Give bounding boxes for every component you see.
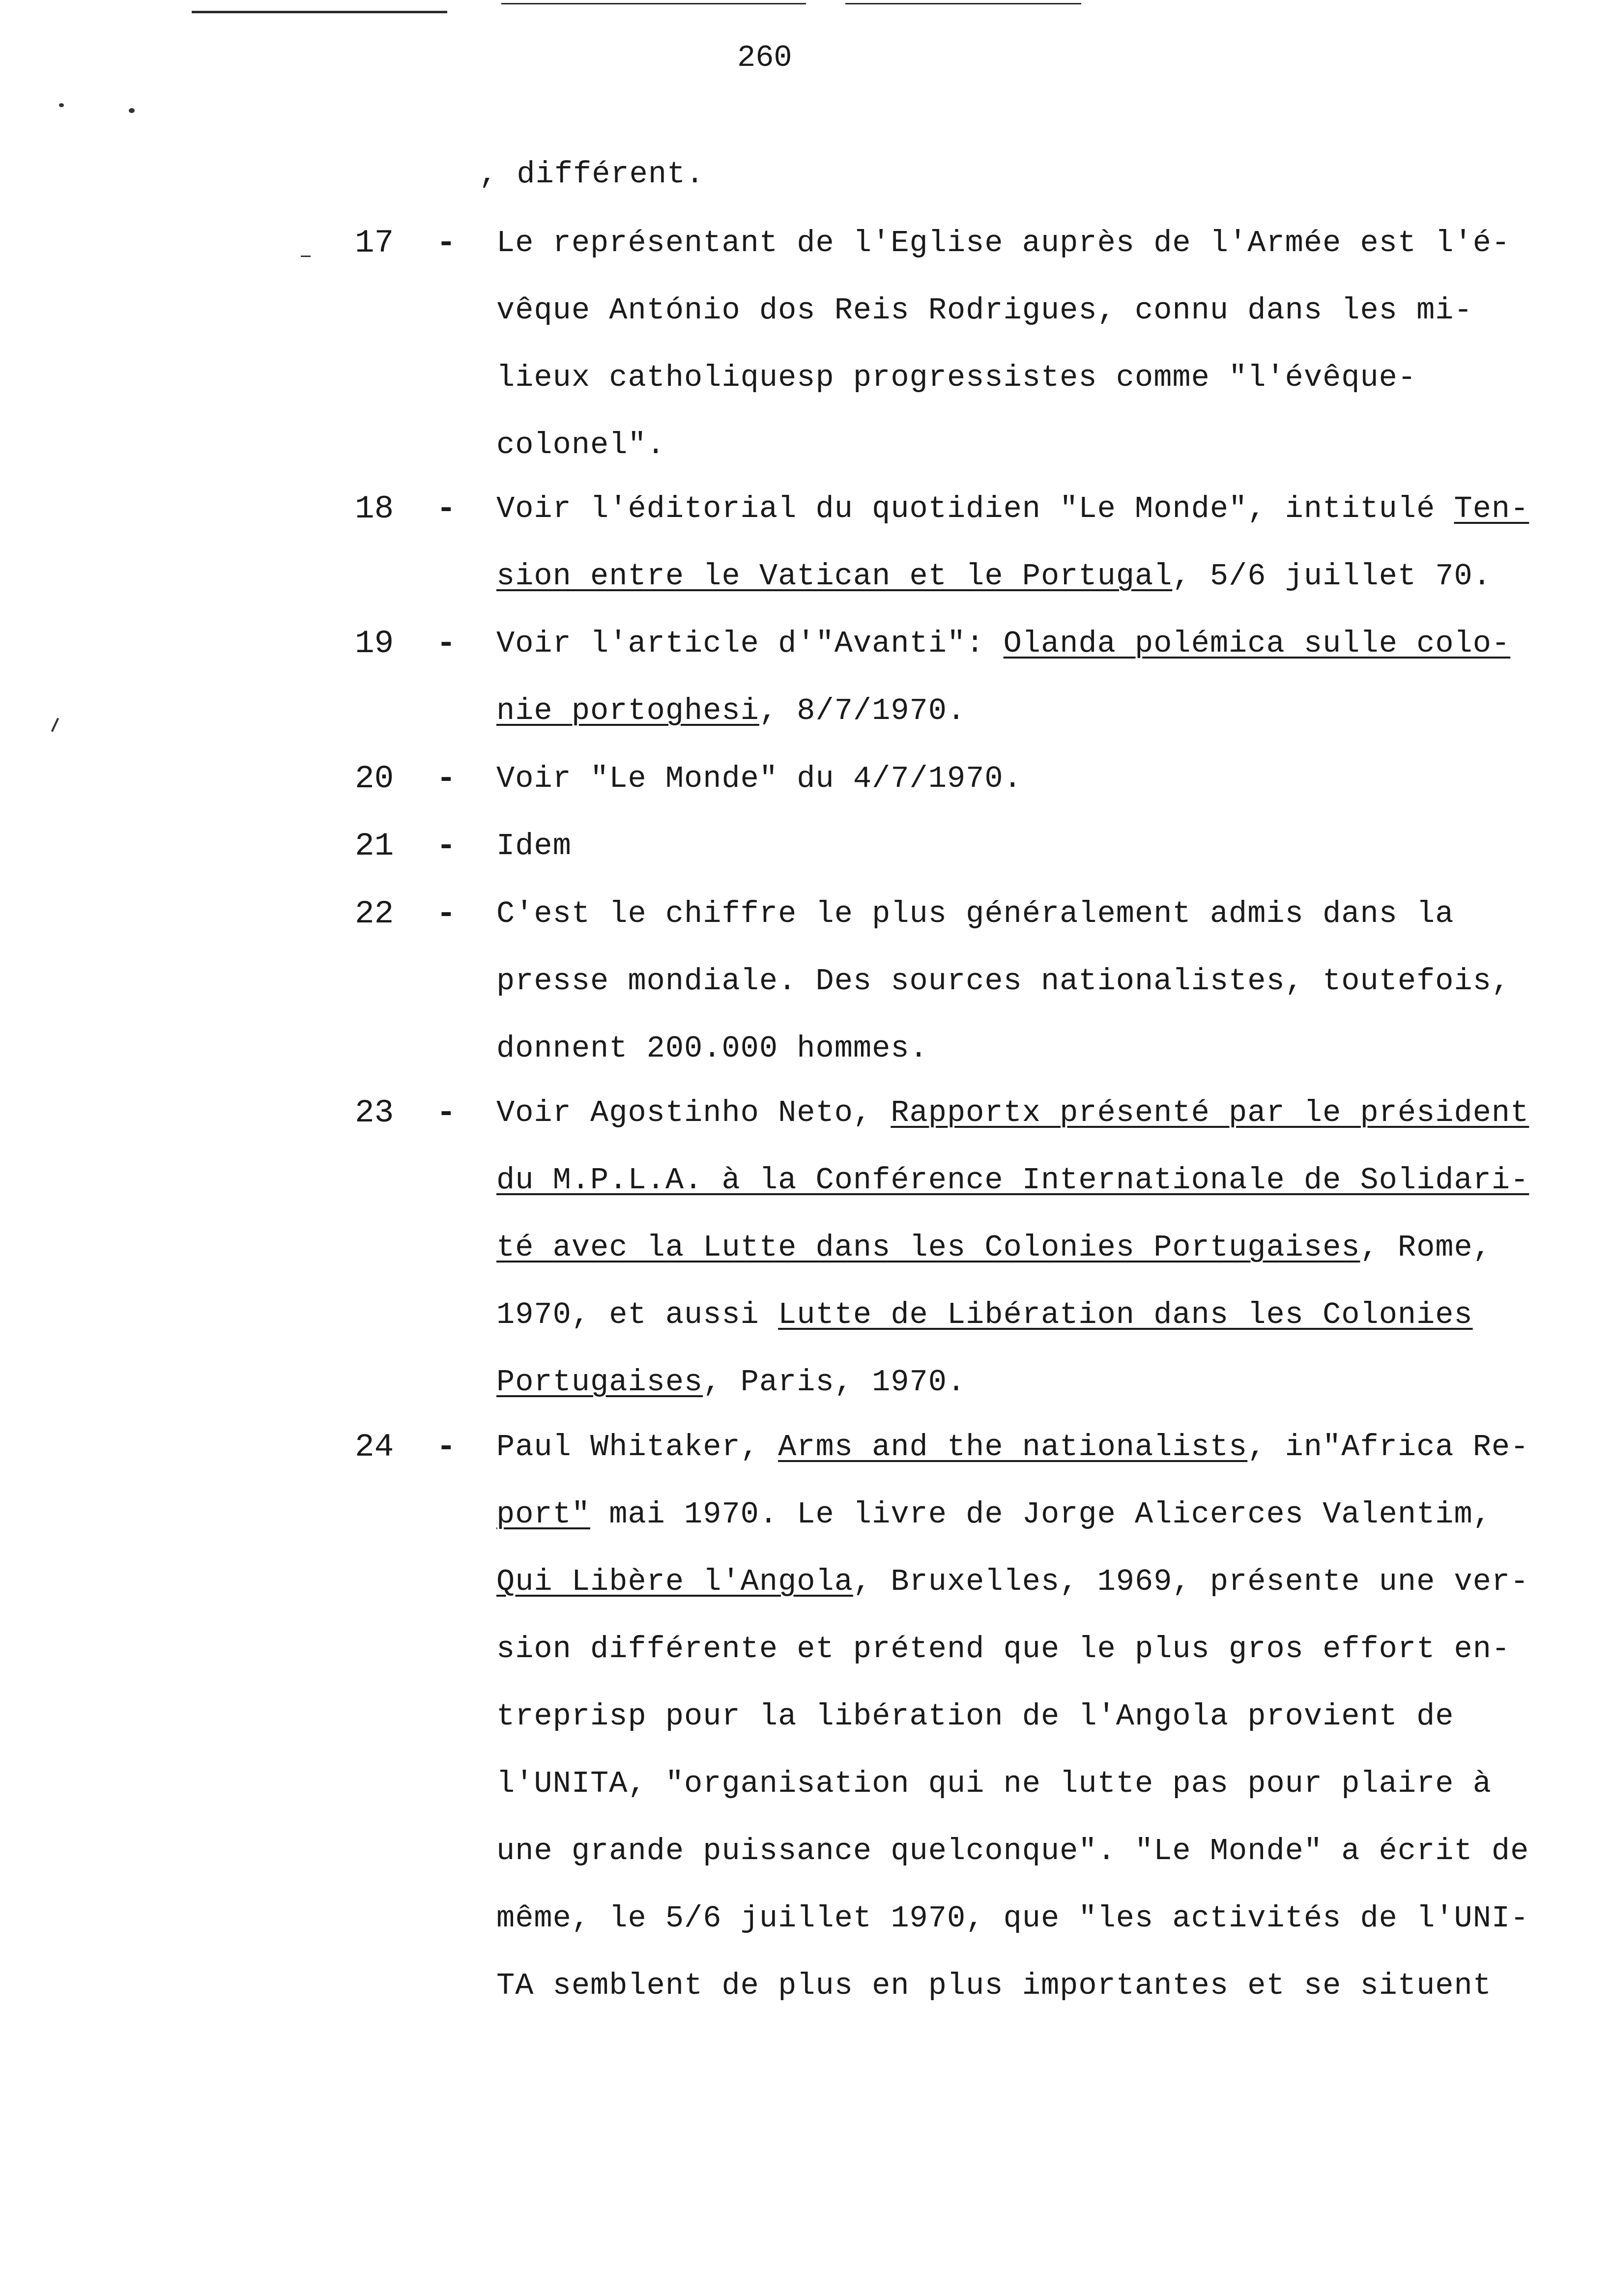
- footnote-text: Idem: [496, 829, 572, 863]
- underlined-title: Lutte de Libération dans les Colonies: [778, 1297, 1473, 1332]
- page-number: 260: [737, 40, 792, 75]
- footnote-line: [496, 358, 1416, 398]
- footnote-text: vêque António dos Reis Rodrigues, connu dans les mi-: [496, 293, 1473, 328]
- footnote-line: [496, 224, 1510, 263]
- footnote-text: Voir l'éditorial du quotidien "Le Monde", intitulé: [496, 491, 1454, 526]
- footnote-line: [496, 1697, 1454, 1736]
- underlined-title: Arms and the nationalists: [778, 1430, 1248, 1464]
- top-rule-middle: [501, 3, 806, 4]
- footnote-dash: -: [436, 895, 456, 932]
- footnote-number: 17: [355, 225, 394, 261]
- footnote-text: l'UNITA, "organisation qui ne lutte pas pour plaire à: [496, 1766, 1492, 1801]
- footnote-dash: -: [436, 490, 456, 527]
- footnote-line: [496, 1562, 1529, 1602]
- margin-speck: [129, 108, 135, 113]
- footnote-text: , Rome,: [1360, 1230, 1492, 1265]
- footnote-line: [496, 489, 1529, 529]
- footnote-text: , Bruxelles, 1969, présente une ver-: [853, 1564, 1529, 1599]
- footnote-text: même, le 5/6 juillet 1970, que "les activités de l'UNI-: [496, 1901, 1529, 1936]
- footnote-text: colonel".: [496, 428, 665, 462]
- underlined-title: Rapportx présenté par le président: [891, 1095, 1529, 1130]
- footnote-text: , Paris, 1970.: [703, 1365, 966, 1400]
- footnote-number: 22: [355, 895, 394, 932]
- footnote-dash: -: [436, 625, 456, 662]
- footnote-dash: -: [436, 225, 456, 261]
- footnote-text: Le représentant de l'Eglise auprès de l'Armée est l'é-: [496, 226, 1511, 260]
- footnote-line: [496, 557, 1492, 596]
- footnote-line: [496, 291, 1473, 330]
- underlined-title: Olanda polémica sulle colo-: [1003, 626, 1511, 661]
- footnote-dash: -: [436, 1429, 456, 1465]
- top-rule-left: [192, 11, 447, 13]
- footnote-line: [496, 1630, 1510, 1669]
- footnote-line: [496, 624, 1510, 663]
- top-rule-right: [845, 3, 1081, 4]
- footnote-text: sion différente et prétend que le plus gros effort en-: [496, 1632, 1511, 1666]
- underlined-title: nie portoghesi: [496, 693, 759, 728]
- footnote-text: Voir Agostinho Neto,: [496, 1095, 891, 1130]
- underlined-title: Qui Libère l'Angola: [496, 1564, 853, 1599]
- footnote-text: une grande puissance quelconque". "Le Monde" a écrit de: [496, 1834, 1529, 1868]
- footnote-text: donnent 200.000 hommes.: [496, 1031, 928, 1066]
- footnote-text: C'est le chiffre le plus généralement admis dans la: [496, 896, 1454, 931]
- footnote-line: [496, 1899, 1529, 1938]
- footnote-line: [496, 1428, 1529, 1467]
- footnote-line: [496, 1363, 966, 1402]
- underlined-title: port": [496, 1497, 591, 1532]
- footnote-line: [496, 1832, 1529, 1871]
- footnote-line: [496, 1228, 1492, 1267]
- underlined-title: Portugaises: [496, 1365, 703, 1400]
- margin-speck: [301, 256, 311, 257]
- footnote-line: [496, 691, 966, 731]
- underlined-title: té avec la Lutte dans les Colonies Portugaises: [496, 1230, 1360, 1265]
- footnote-text: Voir "Le Monde" du 4/7/1970.: [496, 761, 1022, 796]
- margin-speck: [59, 103, 64, 107]
- footnote-number: 20: [355, 760, 394, 797]
- footnote-number: 21: [355, 828, 394, 864]
- footnote-number: 19: [355, 625, 394, 662]
- footnote-text: Voir l'article d'"Avanti":: [496, 626, 1004, 661]
- underlined-title: Ten-: [1454, 491, 1529, 526]
- footnote-dash: -: [436, 1094, 456, 1131]
- footnote-text: Paul Whitaker,: [496, 1430, 778, 1464]
- footnote-line: [496, 1966, 1492, 2006]
- footnote-text: , 8/7/1970.: [759, 693, 966, 728]
- footnote-text: , 5/6 juillet 70.: [1172, 559, 1492, 594]
- underlined-title: du M.P.L.A. à la Conférence Internationale de Solidari-: [496, 1163, 1529, 1198]
- margin-speck: [51, 718, 59, 732]
- footnote-text: treprisp pour la libération de l'Angola provient de: [496, 1699, 1454, 1734]
- footnote-line: [496, 1295, 1473, 1335]
- footnote-line: [496, 827, 572, 866]
- footnote-line: [496, 1495, 1492, 1534]
- footnote-text: lieux catholiquesp progressistes comme "l'évêque-: [496, 360, 1417, 395]
- footnote-line: [496, 1093, 1529, 1133]
- footnote-line: [496, 962, 1510, 1001]
- footnote-text: , in"Africa Re-: [1247, 1430, 1529, 1464]
- footnote-text: 1970, et aussi: [496, 1297, 778, 1332]
- footnote-text: TA semblent de plus en plus importantes et se situent: [496, 1968, 1492, 2003]
- footnote-dash: -: [436, 828, 456, 864]
- footnote-dash: -: [436, 760, 456, 797]
- underlined-title: sion entre le Vatican et le Portugal: [496, 559, 1173, 594]
- footnote-line: [496, 759, 1022, 799]
- footnote-line: [496, 1161, 1529, 1200]
- footnote-line: [496, 1764, 1492, 1804]
- continuation-text: , différent.: [479, 157, 705, 192]
- footnote-line: [496, 426, 665, 465]
- footnote-number: 18: [355, 490, 394, 527]
- footnote-number: 24: [355, 1429, 394, 1465]
- footnote-number: 23: [355, 1094, 394, 1131]
- footnote-text: mai 1970. Le livre de Jorge Alicerces Valentim,: [590, 1497, 1492, 1532]
- footnote-line: [496, 1029, 928, 1068]
- footnote-line: [496, 894, 1454, 934]
- footnote-text: presse mondiale. Des sources nationalistes, toutefois,: [496, 964, 1511, 999]
